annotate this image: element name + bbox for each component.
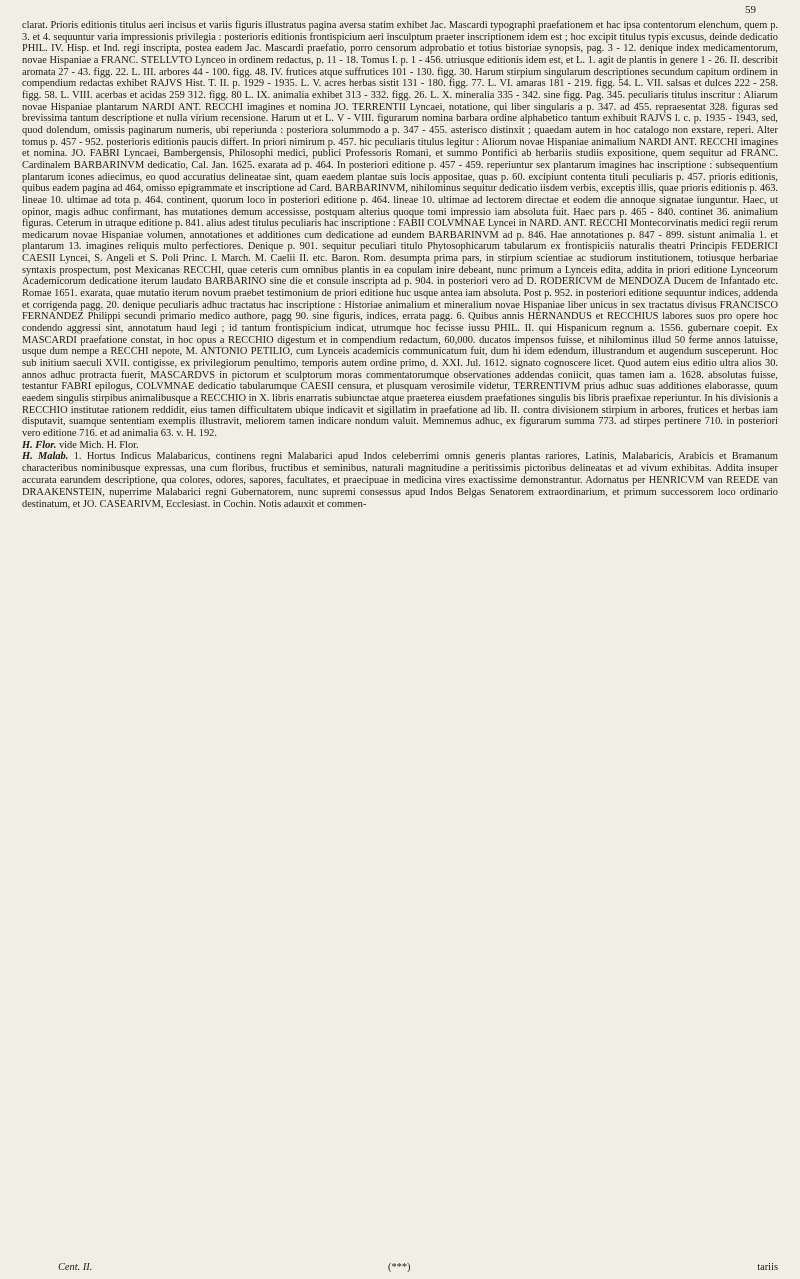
signature-mark: Cent. II.: [58, 1262, 93, 1273]
catchword: tariis: [757, 1262, 778, 1273]
entry-text: 1. Hortus Indicus Malabaricus, continens regni Malabarici apud Indos celeberrimi omnis generis plantas rariores, Latinis, Malabaricis, Arabicis et Bramanum characteribus nominibusque expressas, una cum floribus, fructibus et seminibus, naturali magnitudine a peritissimis pictoribus delineatas et ad vivum exhibitas. Addita insuper accurata earundem descriptione, qua colores, odores, sapores, facultates, et praecipuae in medicina vires exactissime demonstrantur. Adornatus per HENRICVM van REEDE van DRAAKENSTEIN, nuperrime Malabarici regni Gubernatorem, nunc supremi consessus apud Indos Belgas Senatorem extraordinarium, et primum successorem loco ordinario destinatum, et JO. CASEARIVM, Ecclesiast. in Cochin. Notis adauxit et commen-: [22, 451, 778, 510]
entry-h-flor: [22, 440, 778, 452]
entry-heading: H. Flor.: [22, 439, 57, 451]
entry-text: vide Mich. H. Flor.: [58, 439, 139, 451]
page-number: 59: [745, 4, 756, 16]
gathering-mark: (***): [388, 1262, 411, 1273]
entry-h-malab: [22, 451, 778, 510]
body-paragraph: clarat. Prioris editionis titulus aeri incisus et variis figuris illustratus pagina aversa statim exhibet Jac. Mascardi typographi praefationem et hac ipsa contentorum elenchum, quem p. 3. et 4. sequuntur varia impressionis privilegia : posterioris editionis frontispicium aeri insculptum praeter inscriptionem idem est ; hoc excipit titulus typis excusus, deinde dedicatio PHIL. IV. Hisp. et Ind. regi inscripta, postea eadem Jac. Mascardi praefatio, porro censorum adprobatio et totius bistoriae synopsis, pag. 3 - 12. denique index medicamentorum, novae Hispaniae a FRANC. STELLVTO Lynceo in ordinem redactus, p. 11 - 18. Tomus I. p. 1 - 456. utriusque editionis idem est, et L. 1. agit de plantis in genere 1 - 26. II. describit aromata 27 - 43. figg. 22. L. III. arbores 44 - 100. figg. 48. IV. frutices atque suffrutices 101 - 130. figg. 30. Harum stirpium singularum descriptiones secundum capitum ordinem in compendium redactas exhibet RAJVS Hist. T. II. p. 1929 - 1935. L. V. acres herbas sistit 131 - 180. figg. 77. L. VI. amaras 181 - 219. figg. 54. L. VII. salsas et dulces 222 - 258. figg. 58. L. VIII. acerbas et acidas 259 312. figg. 80 L. IX. animalia exhibet 313 - 332. figg. 26. L. X. mineralia 335 - 342. sine figg. Pag. 345. peculiaris titulus inscritur : Aliarum novae Hispaniae plantarum NARDI ANT. RECCHI imagines et nomina JO. TERRENTII Lyncaei, notatione, qui liber singularis a p. 347. ad 455. repraesentat 328. figuras sed brevissima tantum descriptione et nulla virium recensione. Harum ut et L. V - VIII. figurarum nomina barbara ordine alphabetico tantum exhibuit RAJVS l. c. p. 1935 - 1943, sed, quod dolendum, omissis paginarum numeris, ubi reperiunda : posteriora solummodo a p. 347 - 455. asterisco distinxit ; quaedam autem in hoc catalogo non exstare, reperi. Alter tomus p. 457 - 952. posterioris editionis paucis differt. In priori nimirum p. 457. hic peculiaris titulus legitur : Aliorum novae Hispaniae animalium NARDI ANT. RECCHI imagines et nomina. JO. FABRI Lyncaei, Bambergensis, Philosophi medici, publici Professoris Romani, et summo Pontifici ab herbariis studiis expositione, quem sequitur ad FRANC. Cardinalem BARBARINVM dedicatio, Cal. Jan. 1625. exarata ad p. 464. In posteriori editione p. 457 - 459. reperiuntur sex plantarum imagines hac inscriptione : subsequentium plantarum icones adiecimus, eo quod accuratius delineatae sint, quam eaedem plantae suis locis appositae, quas p. 60. excipiunt contenta tituli peculiaris p. 457. prioris editionis, quibus eadem pagina ad 464, omisso epigrammate et inscriptione ad Card. BARBARINVM, nihilominus sequitur dedicatio iisdem verbis, exceptis illis, quae prioris editionis p. 463. lineae 10. ultimae ad tota p. 464. continent, quorum loco in posteriori editione p. 464. lineae 10. ultimae ad lectorem directae et eodem die annoque signatae iunguntur. Haec, ut opinor, magis adhuc confirmant, has mutationes demum accessisse, postquam alterius quoque tomi impressio iam absoluta fuit. Haec pars p. 465 - 840. continet 36. animalium figuras. Ceterum in utraque editione p. 841. alius adest titulus peculiaris hac inscriptione : FABII COLVMNAE Lyncei in NARD. ANT. RECCHI Montecorvinatis medici regii rerum medicarum novae Hispaniae volumen, annotationes et additiones cum dedicatione ad eundem BARBARINVM ad p. 846. Hae annotationes p. 847 - 899. sistunt animalia 1. et plantarum 13. imagines reliquis multo perfectiores. Denique p. 901. sequitur peculiari titulo Phytosophicarum tabularum ex frontispiciis naturalis theatri Principis FEDERICI CAESII Lyncei, S. Angeli et S. Poli Princ. I. March. M. Caelii II. etc. Baron. Rom. desumpta prima pars, in stirpium scientiae ac studiorum institutionem, totiusque herbariae syntaxis prospectum, post Mexicanas RECCHI, quae ceteris cum omnibus plantis in ea copulam inire debeant, nunc primum a Lynceis edita, addita in priori editione Lynceorum Academicorum dedicatione iterum laudato BARBARINO sine die et consule inscripta ad p. 904. in posteriori vero ad D. RODERICVM de MENDOZA Ducem de Infantado etc. Romae 1651. exarata, quae mutatio iterum novum praebet testimonium de priori editione huc usque antea iam absoluta. Post p. 952. in posteriori editione sequuntur indices, addenda et corrigenda pagg. 20. denique peculiaris adhuc tractatus hac inscriptione : Historiae animalium et mineralium novae Hispaniae liber unicus in sex tractatus divisus FRANCISCO FERNANDEZ Philippi secundi primario medico authore, pagg 90. sine figuris, indices, errata pagg. 6. Quibus annis HERNANDUS et RECCHIUS labores suos pro opere hoc condendo aggressi sint, annotatum haud legi ; id tantum frontispicium indicat, utrumque hoc fecisse iussu PHIL. II. qui Hispanicum regnum a. 1556. gubernare coepit. Ex MASCARDI praefatione constat, in hoc opus a RECCHIO digestum et in compendium redactum, 60,000. ducatos impensos fuisse, et nihilominus illud 50 ferme annos latuisse, usque dum nempe a RECCHI nepote, M. ANTONIO PETILIO, cum Lynceis academicis communicatum fuit, dum hi idem edendum, illustrandum et augendum susceperunt. Hoc sub initium saeculi XVII. contigisse, ex privilegiorum penultimo, temporis autem ordine primo, d. XXI. Jul. 1612. signato cognoscere licet. Quod autem eius editio ultra alios 30. annos adhuc protracta fuerit, MASCARDVS in pictorum et sculptorum moras commentatorumque observationes addendas coniicit, quas tamen iam a. 1628. absolutas fuisse, testantur FABRI epilogus, COLVMNAE dedicatio tabularumque CAESII censura, et plusquam verosimile videtur, TERRENTIVM prius adhuc suas additiones elaborasse, quum eaedem singulis stirpibus animalibusque a RECCHIO in X. libris enarratis subiunctae atque praeterea eiusdem praefationes singulis bis libris praefixae reperiuntur. In his divisionis a RECCHIO institutae rationem reddidit, eius tamen difficultatem ubique indicavit et sigillatim in praefatione ad lib. II. contra divisionem stirpium in arbores, frutices et herbas iam disputavit, suamque sententiam exemplis illustravit, meliorem tamen indicare nondum valuit. Memnemus adhuc, ex figurarum summa 773. ad stirpes pertinere 710. in posteriori vero editione 716. et ad animalia 63. v. H. 192.: [22, 20, 778, 439]
entry-heading: H. Malab.: [22, 451, 69, 463]
page-footer: [58, 1262, 778, 1273]
